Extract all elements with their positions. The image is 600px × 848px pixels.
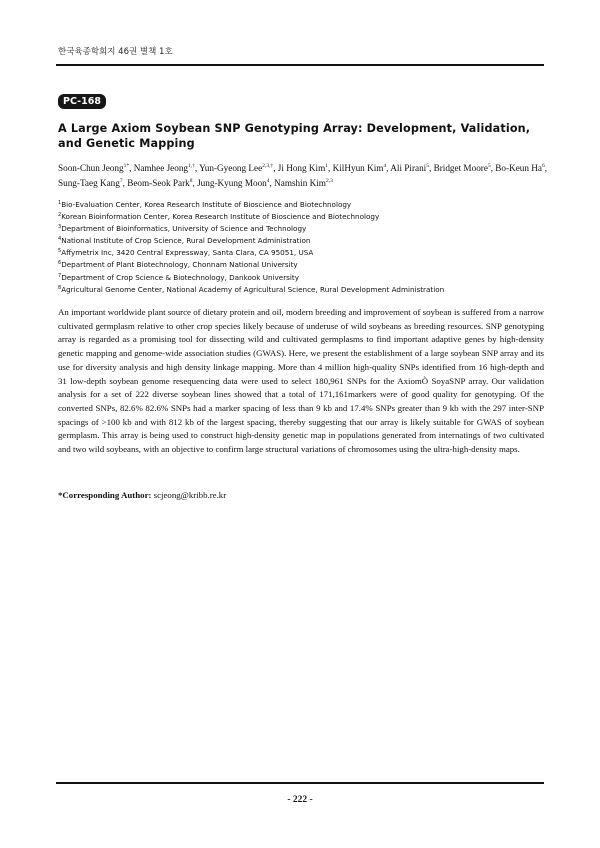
affiliation: [58, 259, 538, 271]
affiliation: [58, 284, 538, 296]
author-name: Beom-Seok Park: [127, 178, 190, 188]
author-name: Ji Hong Kim: [277, 163, 326, 173]
affiliation: [58, 211, 538, 223]
author-name: Namhee Jeong: [133, 163, 189, 173]
author-name: Bo-Keun Ha: [495, 163, 542, 173]
author-affiliation-marker: 2,3,†: [262, 163, 274, 169]
affiliation-list: [58, 199, 538, 296]
affiliation: [58, 235, 538, 247]
abstract-body: An important worldwide plant source of dietary protein and oil, modern breeding and improvement of soybean is suffered from a narrow cultivated germplasm relative to other crop species likely because of underuse of wild soybeans as breeding resources. SNP genotyping array is regarded as a promising tool for dissecting wild and cultivated germplasms to find important adaptive genes by high-density genetic mapping and genome-wide association studies (GWAS). Here, we present the establishment of a large soybean SNP array and its use for diversity analysis and high density linkage mapping. More than 4 million high-quality SNPs identified from 16 high-depth and 31 low-depth soybean genome resequencing data were used to select 180,961 SNPs for the AxiomÒ SoyaSNP array. Our validation analysis for a set of 222 diverse soybean lines showed that a total of 171,161markers were of good quality for genotyping. Of the converted SNPs, 82.6% 82.6% SNPs had a marker spacing of less than 9 kb and 17.4% SNPs greater than 9 kb with the 297 inter-SNP spacings of >100 kb and with 812 kb of the largest spacing, thereby suggesting that our array is likely suitable for GWAS of soybean germplasm. This array is being used to construct high-density genetic map in populations generated from internatings of two cultivated and two wild soybeans, with an objective to confirm large structural variations of chromosomes using the ultra-high-density maps.: [58, 307, 544, 455]
affiliation-number: 6: [58, 260, 62, 267]
author: [197, 178, 269, 188]
affiliation-number: 7: [58, 272, 62, 279]
author-name: Sung-Taeg Kang: [58, 178, 120, 188]
corresponding-label: *Corresponding Author:: [58, 490, 152, 500]
affiliation-number: 4: [58, 236, 62, 243]
affiliation-text: Department of Plant Biotechnology, Chonnam National University: [61, 260, 298, 270]
author-affiliation-marker: 5: [426, 163, 429, 169]
author-list: Soon-Chun Jeong$^{1*}$, Namhee Jeong$^{1,\dagger}$, Yun-Gyeong Lee$^{2,3,\dagger}$, Ji Hong Kim$^1$, KilHyun Kim$^4$, Ali Pirani$^5$, Bridget Moore$^5$, Bo-Keun Ha$^6$, Sung-Taeg Kang$^7$, Beom-Seok Park$^8$, Jung-Kyung Moon$^4$, Namshin Kim$^{2,3}$: [58, 163, 548, 188]
header-rule: [56, 64, 544, 66]
affiliation-text: Agricultural Genome Center, National Academy of Agricultural Science, Rural Development Administration: [61, 284, 445, 294]
affiliation-number: 1: [58, 200, 62, 206]
affiliation-number: 3: [58, 224, 62, 231]
affiliation-text: Department of Bioinformatics, University of Science and Technology: [61, 224, 307, 234]
corresponding-email[interactable]: scjeong@kribb.re.kr: [153, 490, 227, 500]
author-name: Soon-Chun Jeong: [58, 163, 124, 173]
affiliation-text: Bio-Evaluation Center, Korea Research Institute of Bioscience and Biotechnology: [61, 200, 352, 209]
author-name: KilHyun Kim: [332, 163, 384, 173]
author-affiliation-marker: 5: [487, 163, 491, 169]
affiliation-text: Department of Crop Science & Biotechnology, Dankook University: [61, 272, 299, 282]
affiliation-text: Korean Bioinformation Center, Korea Research Institute of Bioscience and Biotechnology: [61, 212, 380, 222]
author: [127, 178, 192, 188]
abstract-id-badge: PC-168: [58, 94, 106, 109]
affiliation: [58, 223, 538, 235]
author: [390, 163, 429, 173]
affiliation-number: 2: [58, 212, 62, 219]
author: [278, 163, 328, 173]
affiliation-number: 8: [58, 284, 62, 291]
affiliation: [58, 272, 538, 284]
author: [434, 163, 491, 173]
author-affiliation-marker: 6: [541, 163, 545, 169]
paper-title: A Large Axiom Soybean SNP Genotyping Array: Development, Validation, and Genetic Mapping: [58, 122, 531, 150]
corresponding-author: [58, 490, 226, 500]
author-affiliation-marker: 7: [119, 178, 123, 184]
running-head: 한국육종학회지 46권 별책 1호: [58, 47, 173, 57]
author-name: Ali Pirani: [390, 163, 427, 173]
author: [134, 163, 195, 173]
author: [333, 163, 387, 173]
author: [58, 163, 129, 173]
author-affiliation-marker: 4: [383, 163, 387, 169]
author-affiliation-marker: 2,3: [325, 178, 333, 184]
affiliation-number: 5: [58, 248, 62, 255]
author-affiliation-marker: 8: [189, 178, 193, 184]
author-name: Namshin Kim: [274, 178, 326, 188]
author: [199, 163, 273, 173]
author: [495, 163, 544, 173]
author-name: Yun-Gyeong Lee: [199, 163, 263, 173]
author-affiliation-marker: 4: [266, 178, 270, 184]
author-affiliation-marker: 1*: [123, 163, 130, 169]
author-affiliation-marker: 1,†: [188, 163, 195, 169]
author: [58, 178, 123, 188]
footer-rule: [56, 782, 544, 784]
author-name: Jung-Kyung Moon: [197, 178, 267, 188]
page-number: - 222 -: [287, 795, 313, 805]
author: [274, 178, 333, 188]
affiliation-text: National Institute of Crop Science, Rural Development Administration: [61, 236, 311, 246]
affiliation-text: Affymetrix Inc, 3420 Central Expressway, Santa Clara, CA 95051, USA: [61, 248, 314, 258]
author-affiliation-marker: 1: [325, 163, 329, 169]
affiliation: [58, 199, 538, 211]
affiliation: [58, 247, 538, 259]
author-name: Bridget Moore: [433, 163, 488, 173]
